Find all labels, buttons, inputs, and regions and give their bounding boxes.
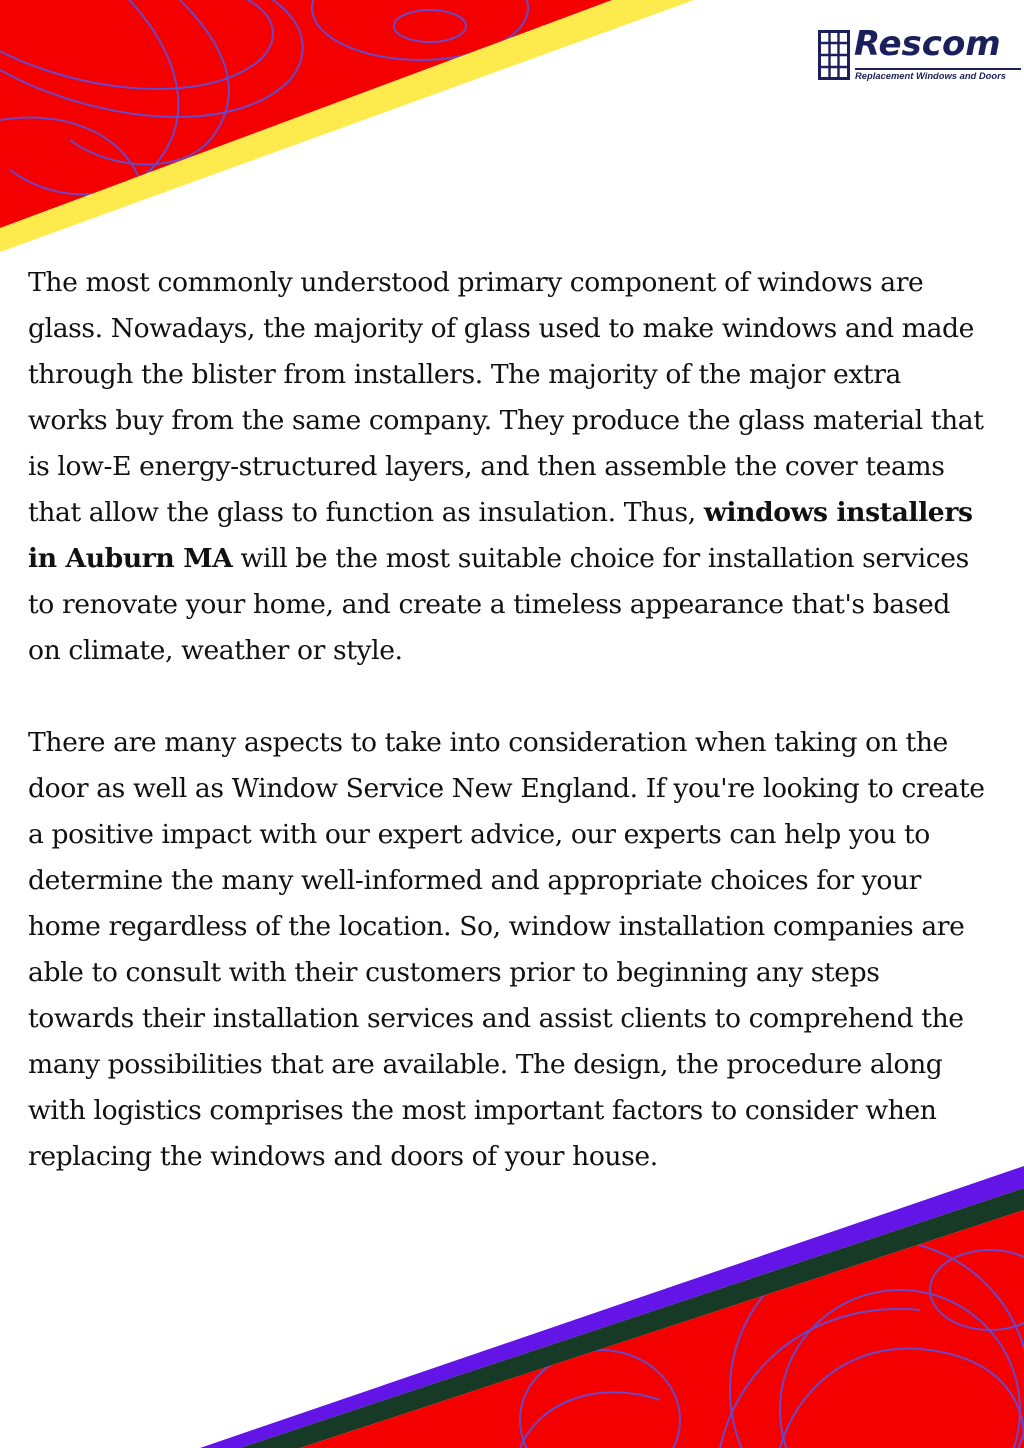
article-body	[28, 260, 988, 1226]
paragraph-1-text-after: will be the most suitable choice for installation services to renovate your home, and create a timeless appearance that's based on climate, weather or style.	[28, 543, 969, 666]
logo-tagline: Replacement Windows and Doors	[855, 70, 1006, 81]
rescom-logo	[816, 24, 1022, 82]
paragraph-1	[28, 260, 988, 674]
paragraph-1-text-before: The most commonly understood primary component of windows are glass. Nowadays, the majority of glass used to make windows and made through the blister from installers. The majority of the major extra works buy from the same company. They produce the glass material that is low-E energy-structured layers, and then assemble the cover teams that allow the glass to function as insulation. Thus,	[28, 267, 984, 528]
window-grid-icon	[818, 30, 850, 80]
logo-wordmark: Rescom	[854, 24, 1001, 64]
paragraph-1-bold-keyword: windows installers in Auburn MA	[28, 497, 973, 574]
paragraph-2: There are many aspects to take into consideration when taking on the door as well as Window Service New England. If you're looking to create a positive impact with our expert advice, our experts can help you to determine the many well-informed and appropriate choices for your home regardless of the location. So, window installation companies are able to consult with their customers prior to beginning any steps towards their installation services and assist clients to comprehend the many possibilities that are available. The design, the procedure along with logistics comprises the most important factors to consider when replacing the windows and doors of your house.	[28, 727, 985, 1172]
